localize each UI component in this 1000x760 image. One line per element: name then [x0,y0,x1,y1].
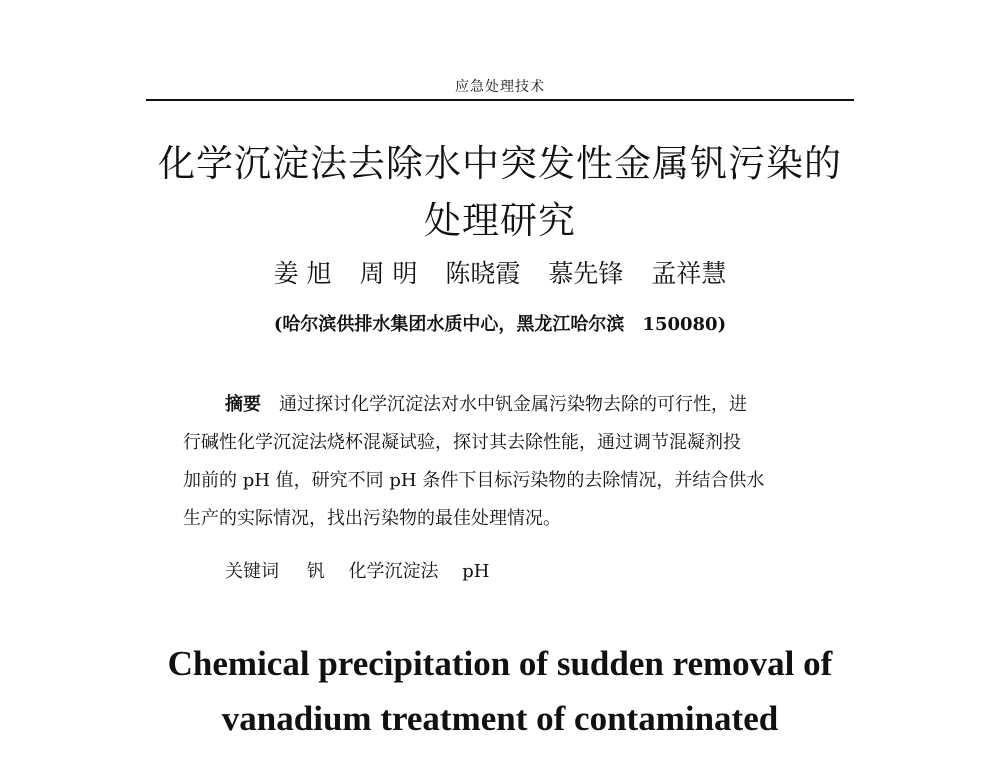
english-title-line-1: Chemical precipitation of sudden removal of [167,644,833,683]
affiliation-text: (哈尔滨供排水集团水质中心，黑龙江哈尔滨 [273,314,625,335]
author-name: 陈晓霞 [445,259,521,288]
keywords [225,557,507,583]
abstract-text: 通过探讨化学沉淀法对水中钒金属污染物去除的可行性，进 [279,394,747,415]
abstract [183,386,819,538]
author-name: 姜 旭 [273,259,332,288]
keyword: 化学沉淀法 [348,561,439,582]
keywords-label: 关键词 [225,561,279,582]
abstract-line: 加前的 pH 值，研究不同 pH 条件下目标污染物的去除情况，并结合供水 [183,470,765,491]
english-title-line-2: vanadium treatment of contaminated [221,699,779,738]
journal-section-label: 应急处理技术 [455,79,545,95]
author-list [0,254,1000,290]
author-name: 周 明 [359,259,418,288]
affiliation-postcode: 150080) [642,314,727,335]
author-name: 慕先锋 [548,259,624,288]
abstract-line [183,386,819,424]
chinese-title-line-1: 化学沉淀法去除水中突发性金属钒污染的 [158,142,842,185]
author-name: 孟祥慧 [651,259,727,288]
abstract-line: 行碱性化学沉淀法烧杯混凝试验，探讨其去除性能，通过调节混凝剂投 [183,432,741,453]
affiliation [0,310,1000,336]
keyword: pH [462,561,490,582]
abstract-line: 生产的实际情况，找出污染物的最佳处理情况。 [183,508,561,529]
abstract-label: 摘要 [225,394,261,415]
header-rule [146,99,854,101]
keyword: 钒 [306,561,325,582]
chinese-title-line-2: 处理研究 [424,199,576,242]
